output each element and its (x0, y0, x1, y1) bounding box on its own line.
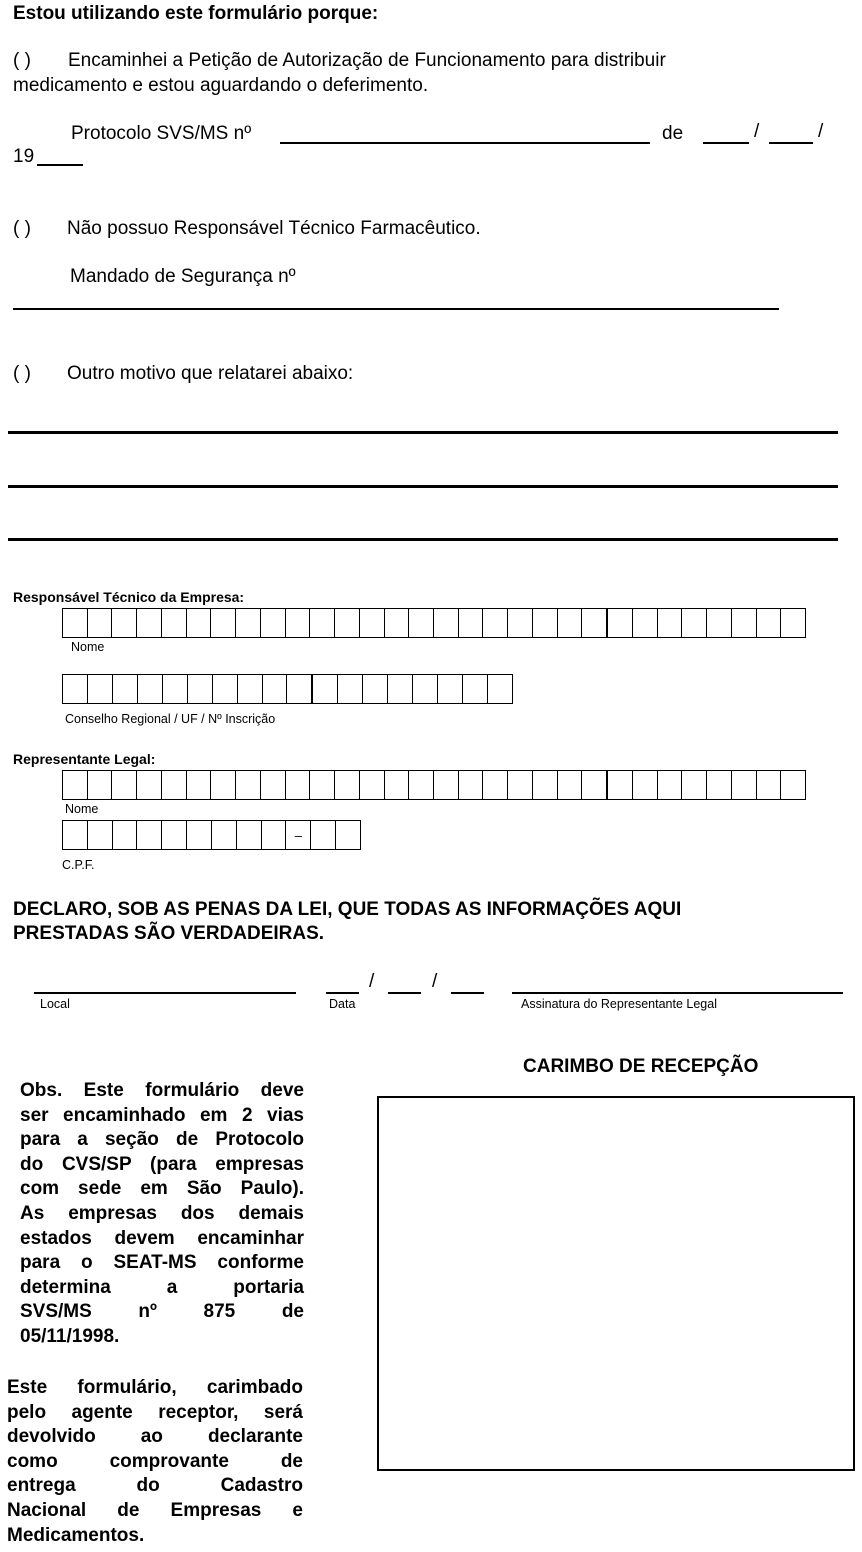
input-box[interactable] (409, 771, 434, 799)
paragraph-line: determina a portaria (20, 1276, 304, 1298)
paragraph-line: ser encaminhado em 2 vias (20, 1104, 304, 1126)
option2-text: Não possuo Responsável Técnico Farmacêutico. (67, 218, 481, 239)
input-box[interactable] (261, 609, 286, 637)
input-box[interactable] (682, 609, 707, 637)
protocolo-de-label: de (662, 123, 684, 144)
input-box[interactable] (212, 821, 237, 849)
input-box[interactable] (112, 771, 137, 799)
paragraph-line: entrega do Cadastro (7, 1475, 303, 1497)
input-box[interactable] (388, 675, 413, 703)
input-box[interactable] (608, 771, 633, 799)
assinatura-field[interactable] (512, 992, 843, 994)
input-box[interactable] (113, 821, 138, 849)
input-box[interactable] (385, 609, 410, 637)
input-box[interactable] (488, 675, 512, 703)
input-box[interactable] (338, 675, 363, 703)
input-box[interactable] (187, 821, 212, 849)
input-box[interactable] (707, 609, 732, 637)
input-box[interactable] (63, 821, 88, 849)
reason-line-3[interactable] (8, 538, 838, 541)
input-box[interactable] (261, 771, 286, 799)
note-paragraph (7, 1376, 303, 1548)
option3-checkbox[interactable]: ( ) (13, 363, 31, 384)
input-box[interactable] (360, 771, 385, 799)
protocolo-year-field[interactable] (37, 164, 83, 166)
input-box[interactable] (138, 675, 163, 703)
input-box[interactable] (211, 609, 236, 637)
input-box[interactable] (732, 771, 757, 799)
input-box[interactable] (508, 771, 533, 799)
declaration-line1: DECLARO, SOB AS PENAS DA LEI, QUE TODAS AS INFORMAÇÕES AQUI (13, 899, 682, 920)
input-box[interactable] (311, 821, 336, 849)
input-box[interactable] (459, 609, 484, 637)
paragraph-line: SVS/MS nº 875 de (20, 1301, 304, 1323)
assinatura-label: Assinatura do Representante Legal (521, 997, 717, 1011)
paragraph-line: Nacional de Empresas e (7, 1499, 303, 1521)
form-question: Estou utilizando este formulário porque: (13, 3, 379, 24)
representante-title: Representante Legal: (13, 751, 156, 767)
input-box[interactable] (434, 771, 459, 799)
input-box[interactable] (238, 675, 263, 703)
conselho-boxes[interactable] (62, 674, 513, 704)
input-box[interactable] (757, 609, 782, 637)
data-month-field[interactable] (388, 992, 421, 994)
reason-line-2[interactable] (8, 485, 838, 488)
protocolo-number-field[interactable] (280, 142, 650, 144)
input-box[interactable] (434, 609, 459, 637)
input-box[interactable] (558, 771, 583, 799)
input-box[interactable] (237, 821, 262, 849)
input-box[interactable] (163, 675, 188, 703)
input-box[interactable] (533, 771, 558, 799)
date-separator: / (754, 121, 760, 142)
input-box[interactable] (88, 821, 113, 849)
input-box[interactable] (313, 675, 338, 703)
input-box[interactable] (113, 675, 138, 703)
paragraph-line: para a seção de Protocolo (20, 1129, 304, 1151)
input-box[interactable] (88, 771, 113, 799)
input-box[interactable] (732, 609, 757, 637)
protocolo-year-prefix: 19 (13, 146, 35, 167)
paragraph-line: para o SEAT-MS conforme (20, 1252, 304, 1274)
input-box[interactable] (63, 675, 88, 703)
input-box[interactable] (236, 609, 261, 637)
responsavel-nome-label: Nome (71, 640, 105, 654)
input-box[interactable] (187, 771, 212, 799)
input-box[interactable] (385, 771, 410, 799)
paragraph-line: Obs. Este formulário deve (20, 1080, 304, 1101)
cpf-label: C.P.F. (62, 858, 95, 872)
input-box[interactable] (236, 771, 261, 799)
option1-text-line1: Encaminhei a Petição de Autorização de Funcionamento para distribuir (68, 50, 666, 71)
input-box[interactable] (137, 609, 162, 637)
input-box[interactable] (213, 675, 238, 703)
date-separator: / (432, 971, 438, 992)
input-box[interactable] (459, 771, 484, 799)
input-box[interactable] (63, 771, 88, 799)
input-box[interactable] (286, 609, 311, 637)
paragraph-line: 05/11/1998. (20, 1325, 120, 1347)
paragraph-line: com sede em São Paulo). (20, 1178, 304, 1200)
paragraph-line: estados devem encaminhar (20, 1227, 304, 1249)
input-box[interactable] (88, 675, 113, 703)
input-box[interactable] (162, 771, 187, 799)
input-box[interactable] (608, 609, 633, 637)
representante-nome-label: Nome (65, 802, 99, 816)
mandado-label: Mandado de Segurança nº (70, 266, 296, 287)
input-box[interactable] (413, 675, 438, 703)
paragraph-line: pelo agente receptor, será (7, 1401, 303, 1423)
input-box[interactable] (360, 609, 385, 637)
date-separator: / (369, 971, 375, 992)
input-box[interactable] (658, 771, 683, 799)
input-box[interactable] (633, 771, 658, 799)
input-box[interactable] (287, 675, 313, 703)
input-box[interactable] (310, 609, 335, 637)
input-box[interactable] (483, 609, 508, 637)
input-box[interactable] (409, 609, 434, 637)
input-box[interactable] (781, 609, 805, 637)
input-box[interactable] (658, 609, 683, 637)
input-box[interactable] (162, 609, 187, 637)
reason-line-1[interactable] (8, 431, 838, 434)
input-box[interactable] (438, 675, 463, 703)
input-box[interactable] (63, 609, 88, 637)
input-box[interactable] (707, 771, 732, 799)
declaration-line2: PRESTADAS SÃO VERDADEIRAS. (13, 923, 325, 944)
data-year-field[interactable] (451, 992, 484, 994)
input-box[interactable] (162, 821, 187, 849)
input-box[interactable] (187, 609, 212, 637)
option1-text-line2: medicamento e estou aguardando o deferimento. (13, 75, 429, 96)
protocolo-label: Protocolo SVS/MS nº (71, 123, 252, 144)
input-box[interactable] (582, 609, 608, 637)
input-box[interactable] (483, 771, 508, 799)
option1-checkbox[interactable]: ( ) (13, 50, 31, 71)
input-box[interactable] (263, 675, 288, 703)
paragraph-line: As empresas dos demais (20, 1202, 304, 1224)
input-box[interactable] (781, 771, 805, 799)
input-box[interactable] (137, 821, 162, 849)
protocolo-day-field[interactable] (703, 142, 749, 144)
paragraph-line: Medicamentos. (7, 1524, 145, 1546)
option2-checkbox[interactable]: ( ) (13, 218, 31, 239)
local-label: Local (40, 997, 70, 1011)
input-box[interactable] (336, 821, 360, 849)
data-label: Data (329, 997, 356, 1011)
paragraph-line: como comprovante de (7, 1450, 303, 1472)
input-box[interactable] (335, 771, 360, 799)
input-box[interactable]: – (286, 821, 311, 849)
input-box[interactable] (508, 609, 533, 637)
input-box[interactable] (335, 609, 360, 637)
input-box[interactable] (88, 609, 113, 637)
input-box[interactable] (286, 771, 311, 799)
conselho-label: Conselho Regional / UF / Nº Inscrição (65, 712, 276, 726)
paragraph-line: devolvido ao declarante (7, 1426, 303, 1448)
obs-paragraph (20, 1079, 304, 1350)
mandado-number-field[interactable] (13, 308, 779, 310)
input-box[interactable] (137, 771, 162, 799)
input-box[interactable] (757, 771, 782, 799)
input-box[interactable] (633, 609, 658, 637)
reception-stamp-box[interactable] (377, 1096, 855, 1471)
input-box[interactable] (188, 675, 213, 703)
input-box[interactable] (310, 771, 335, 799)
paragraph-line: Este formulário, carimbado (7, 1377, 303, 1398)
date-separator: / (818, 121, 824, 142)
input-box[interactable] (533, 609, 558, 637)
local-field[interactable] (34, 992, 296, 994)
option3-text: Outro motivo que relatarei abaixo: (67, 363, 354, 384)
cpf-boxes[interactable] (62, 820, 361, 850)
input-box[interactable] (463, 675, 488, 703)
protocolo-month-field[interactable] (769, 142, 813, 144)
input-box[interactable] (558, 609, 583, 637)
input-box[interactable] (582, 771, 608, 799)
stamp-title: CARIMBO DE RECEPÇÃO (523, 1056, 759, 1077)
paragraph-line: do CVS/SP (para empresas (20, 1153, 304, 1175)
responsavel-title: Responsável Técnico da Empresa: (13, 589, 245, 605)
responsavel-nome-boxes[interactable] (62, 608, 806, 638)
input-box[interactable] (363, 675, 388, 703)
data-day-field[interactable] (326, 992, 359, 994)
representante-nome-boxes[interactable] (62, 770, 806, 800)
input-box[interactable] (112, 609, 137, 637)
input-box[interactable] (211, 771, 236, 799)
input-box[interactable] (682, 771, 707, 799)
input-box[interactable] (262, 821, 287, 849)
